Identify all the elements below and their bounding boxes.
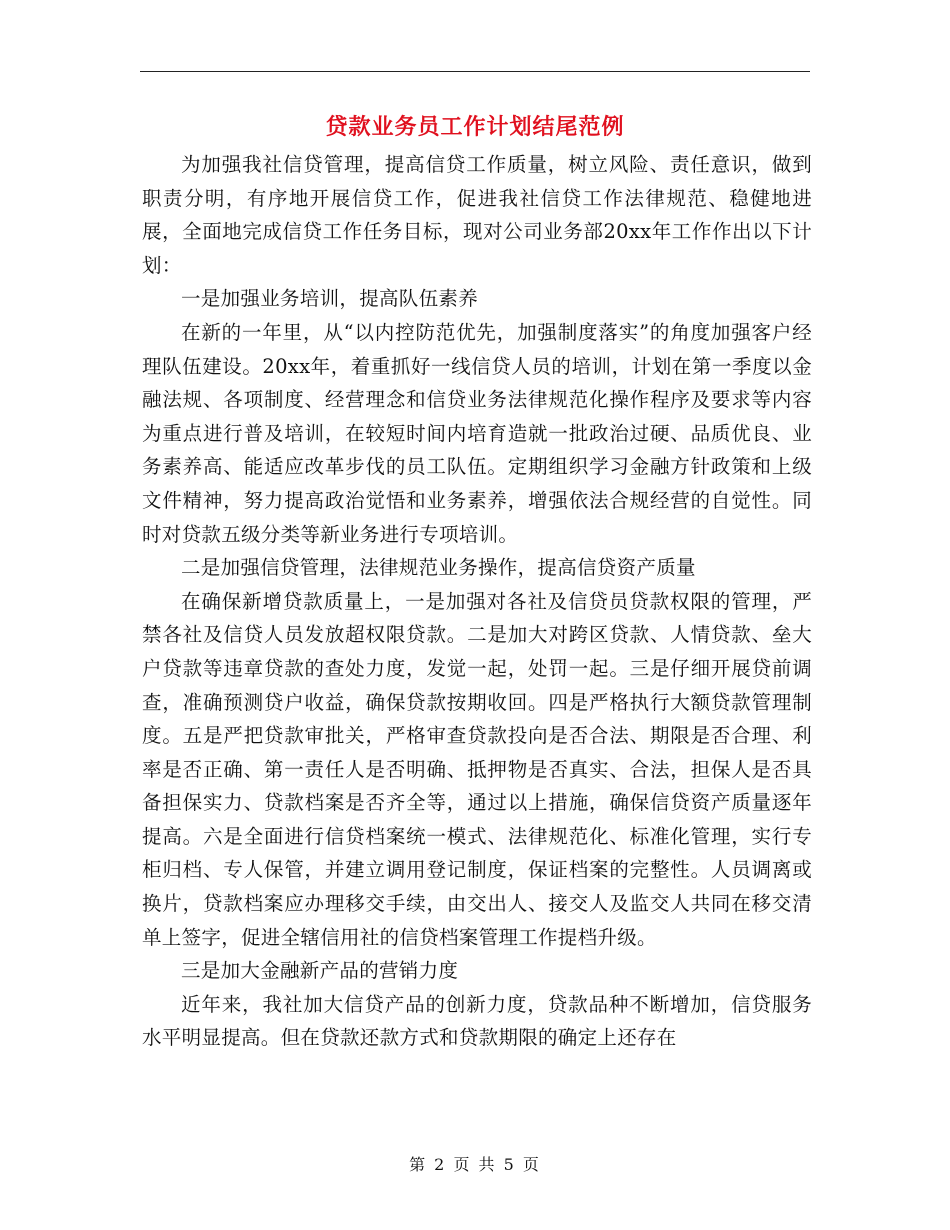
document-title: 贷款业务员工作计划结尾范例 [325, 114, 625, 140]
document-body [142, 148, 812, 1055]
paragraph-training: 在新的一年里，从“以内控防范优先，加强制度落实”的角度加强客户经理队伍建设。20xx年，着重抓好一线信贷人员的培训，计划在第一季度以金融法规、各项制度、经营理念和信贷业务法律规范化操作程序及要求等内容为重点进行普及培训，在较短时间内培育造就一批政治过硬、品质优良、业务素养高、能适应改革步伐的员工队伍。定期组织学习金融方针政策和上级文件精神，努力提高政治觉悟和业务素养，增强依法合规经营的自觉性。同时对贷款五级分类等新业务进行专项培训。 [142, 320, 812, 546]
paragraph-credit-management: 在确保新增贷款质量上，一是加强对各社及信贷员贷款权限的管理，严禁各社及信贷人员发放超权限贷款。二是加大对跨区贷款、人情贷款、垒大户贷款等违章贷款的查处力度，发觉一起，处罚一起。三是仔细开展贷前调查，准确预测贷户收益，确保贷款按期收回。四是严格执行大额贷款管理制度。五是严把贷款审批关，严格审查贷款投向是否合法、期限是否合理、利率是否正确、第一责任人是否明确、抵押物是否真实、合法，担保人是否具备担保实力、贷款档案是否齐全等，通过以上措施，确保信贷资产质量逐年提高。六是全面进行信贷档案统一模式、法律规范化、标准化管理，实行专柜归档、专人保管，并建立调用登记制度，保证档案的完整性。人员调离或换片，贷款档案应办理移交手续，由交出人、接交人及监交人共同在移交清单上签字，促进全辖信用社的信贷档案管理工作提档升级。 [142, 589, 812, 949]
paragraph-marketing: 近年来，我社加大信贷产品的创新力度，贷款品种不断增加，信贷服务水平明显提高。但在贷款还款方式和贷款期限的确定上还存在 [142, 992, 812, 1050]
section-heading-1: 一是加强业务培训，提高队伍素养 [181, 287, 479, 311]
section-heading-2: 二是加强信贷管理，法律规范业务操作，提高信贷资产质量 [181, 556, 696, 580]
paragraph-intro: 为加强我社信贷管理，提高信贷工作质量，树立风险、责任意识，做到职责分明，有序地开展信贷工作，促进我社信贷工作法律规范、稳健地进展，全面地完成信贷工作任务目标，现对公司业务部20xx年工作作出以下计划： [142, 153, 812, 277]
header-rule [140, 71, 810, 72]
page-number-footer: 第 2 页 共 5 页 [409, 1155, 541, 1174]
section-heading-3: 三是加大金融新产品的营销力度 [181, 959, 459, 983]
